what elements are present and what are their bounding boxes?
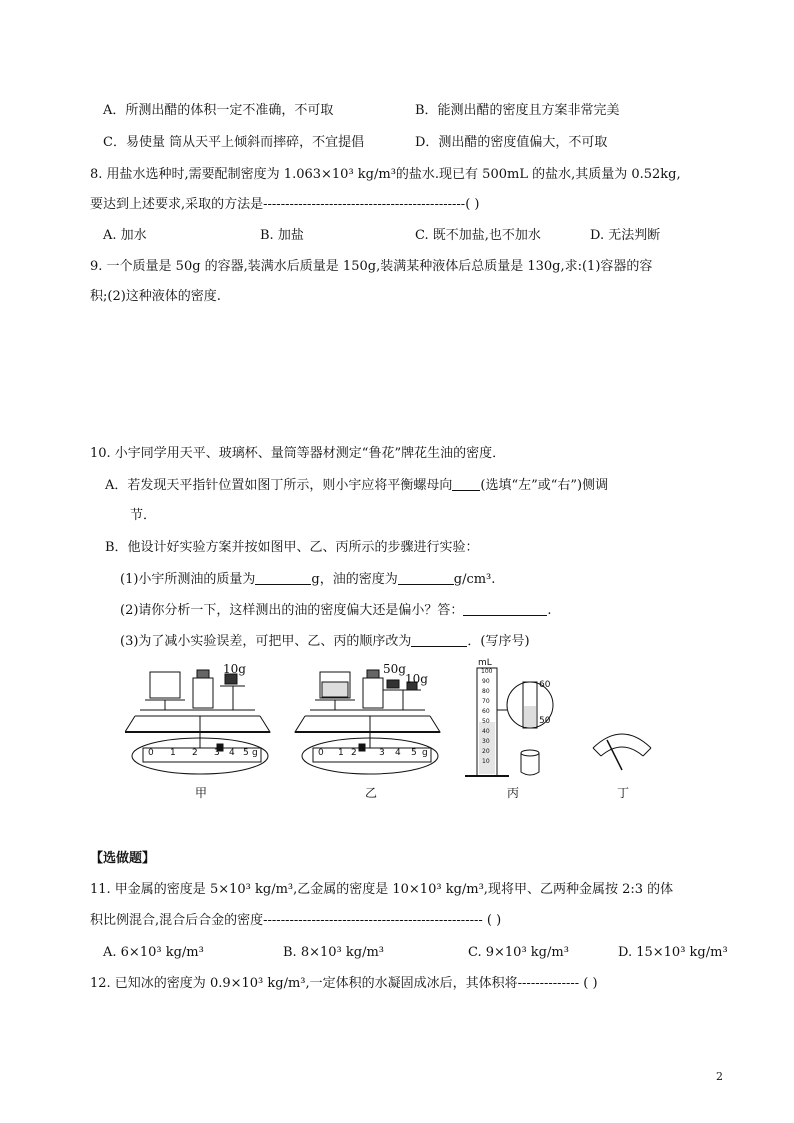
- q10-b1-mass-blank[interactable]: [255, 570, 311, 585]
- q7-option-a: A．所测出醋的体积一定不准确，不可取: [103, 103, 334, 118]
- q9-line-1: 9. 一个质量是 50g 的容器,装满水后质量是 150g,装满某种液体后总质量是 130g,求:(1)容器的容: [90, 259, 653, 274]
- q10-b1: [120, 570, 495, 589]
- q10-b1-pre: (1)小宇所测油的质量为: [120, 572, 256, 587]
- weight-label-50g: 50g: [383, 662, 406, 676]
- q7-option-b: B．能测出醋的密度且方案非常完美: [415, 103, 620, 118]
- q10-a-text-pre: A．若发现天平指针位置如图丁所示，则小宇应将平衡螺母向: [105, 478, 453, 493]
- weight-label-10g-yi: 10g: [405, 672, 428, 686]
- q10-b3-post: ．(写序号): [467, 634, 530, 649]
- cyl-tick-20: 20: [482, 748, 490, 755]
- zoom-mark-60: 60: [539, 680, 551, 690]
- q10-b1-post: g/cm³.: [453, 572, 496, 587]
- experiment-figure-svg: [125, 660, 745, 810]
- q11-line-2: 积比例混合,混合后合金的密度-------------------------------------------------- ( ): [90, 913, 502, 928]
- q11-line-1: 11. 甲金属的密度是 5×10³ kg/m³,乙金属的密度是 10×10³ kg/m³,现将甲、乙两种金属按 2:3 的体: [90, 882, 674, 897]
- q10-b3: [120, 632, 530, 651]
- q7-option-c: C．易使量 筒从天平上倾斜而摔碎，不宜提倡: [103, 135, 365, 150]
- weight-label-10g-jia: 10g: [223, 662, 246, 676]
- balance-pointer-ding: [593, 734, 651, 770]
- scale-jia-tick-1: 1: [170, 748, 176, 758]
- q10-a-text-post: (选填“左”或“右”)侧调: [480, 478, 609, 493]
- scale-jia-tick-3: 3: [214, 748, 220, 758]
- beaker-oil-yi: [322, 682, 348, 697]
- q10-b2-pre: (2)请你分析一下，这样测出的油的密度偏大还是偏小？答：: [120, 603, 464, 618]
- zoom-mark-50: 50: [539, 716, 551, 726]
- cyl-tick-60: 60: [482, 708, 490, 715]
- q10-a-blank[interactable]: [452, 476, 480, 491]
- cyl-tick-10: 10: [482, 758, 490, 765]
- q9-line-2: 积;(2)这种液体的密度.: [90, 289, 221, 304]
- scale-jia-tick-unit: g: [252, 748, 258, 758]
- scale-yi-tick-3: 3: [379, 748, 385, 758]
- caption-ding: 丁: [617, 786, 630, 800]
- cyl-tick-40: 40: [482, 728, 490, 735]
- experiment-figure: [125, 660, 745, 810]
- scale-jia-tick-2: 2: [192, 748, 198, 758]
- q12-line-1: 12. 已知冰的密度为 0.9×10³ kg/m³,一定体积的水凝固成冰后，其体积将-------------- ( ): [90, 976, 598, 991]
- section-title-optional: 【选做题】: [90, 851, 156, 866]
- beaker-jia: [150, 672, 180, 698]
- scale-yi-tick-4: 4: [395, 748, 401, 758]
- scale-jia-tick-5: 5: [243, 748, 249, 758]
- balance-jia: [125, 670, 270, 774]
- q8-option-b: B. 加盐: [260, 228, 304, 243]
- scale-yi-tick-5: 5: [411, 748, 417, 758]
- cyl-tick-100: 100: [481, 668, 493, 675]
- q10-b3-blank[interactable]: [411, 632, 467, 647]
- q10-a-continuation: 节．: [130, 508, 157, 523]
- cyl-tick-30: 30: [482, 738, 490, 745]
- q10-b1-mid: g，油的密度为: [311, 572, 398, 587]
- cylinder-unit-label: mL: [478, 658, 492, 668]
- q8-line-1: 8. 用盐水选种时,需要配制密度为 1.063×10³ kg/m³的盐水.现已有 500mL 的盐水,其质量为 0.52kg,: [90, 167, 681, 182]
- q8-option-d: D. 无法判断: [590, 228, 661, 243]
- q8-option-a: A. 加水: [103, 228, 147, 243]
- scale-yi-tick-unit: g: [422, 748, 428, 758]
- scale-jia-tick-4: 4: [229, 748, 235, 758]
- cyl-tick-80: 80: [482, 688, 490, 695]
- q10-line-1: 10. 小宇同学用天平、玻璃杯、量筒等器材测定“鲁花”牌花生油的密度．: [90, 446, 506, 461]
- q11-option-a: A. 6×10³ kg/m³: [103, 945, 204, 960]
- q10-b2: [120, 601, 552, 620]
- q11-option-d: D. 15×10³ kg/m³: [618, 945, 728, 960]
- q10-part-a: [105, 476, 608, 495]
- scale-jia-tick-0: 0: [148, 748, 154, 758]
- q7-option-d: D．测出醋的密度值偏大，不可取: [415, 135, 608, 150]
- q10-b2-post: .: [547, 603, 552, 618]
- caption-yi: 乙: [365, 786, 378, 800]
- caption-bing: 丙: [507, 786, 520, 800]
- scale-yi-tick-1: 1: [338, 748, 344, 758]
- q11-option-c: C. 9×10³ kg/m³: [468, 945, 569, 960]
- cyl-tick-50: 50: [482, 718, 490, 725]
- q10-part-b: B．他设计好实验方案并按如图甲、乙、丙所示的步骤进行实验：: [105, 540, 479, 555]
- q10-b3-pre: (3)为了减小实验误差，可把甲、乙、丙的顺序改为: [120, 634, 412, 649]
- weight-50g: [387, 680, 399, 688]
- cyl-tick-70: 70: [482, 698, 490, 705]
- q10-b2-blank[interactable]: [463, 601, 547, 616]
- scale-yi-tick-0: 0: [318, 748, 324, 758]
- page-number: 2: [716, 1070, 723, 1083]
- cyl-tick-90: 90: [482, 678, 490, 685]
- q11-option-b: B. 8×10³ kg/m³: [283, 945, 384, 960]
- q8-option-c: C. 既不加盐,也不加水: [415, 228, 541, 243]
- q8-line-2: 要达到上述要求,采取的方法是----------------------------------------------( ): [90, 197, 480, 212]
- scale-yi-tick-2: 2: [351, 748, 357, 758]
- caption-jia: 甲: [195, 786, 208, 800]
- q10-b1-density-blank[interactable]: [398, 570, 454, 585]
